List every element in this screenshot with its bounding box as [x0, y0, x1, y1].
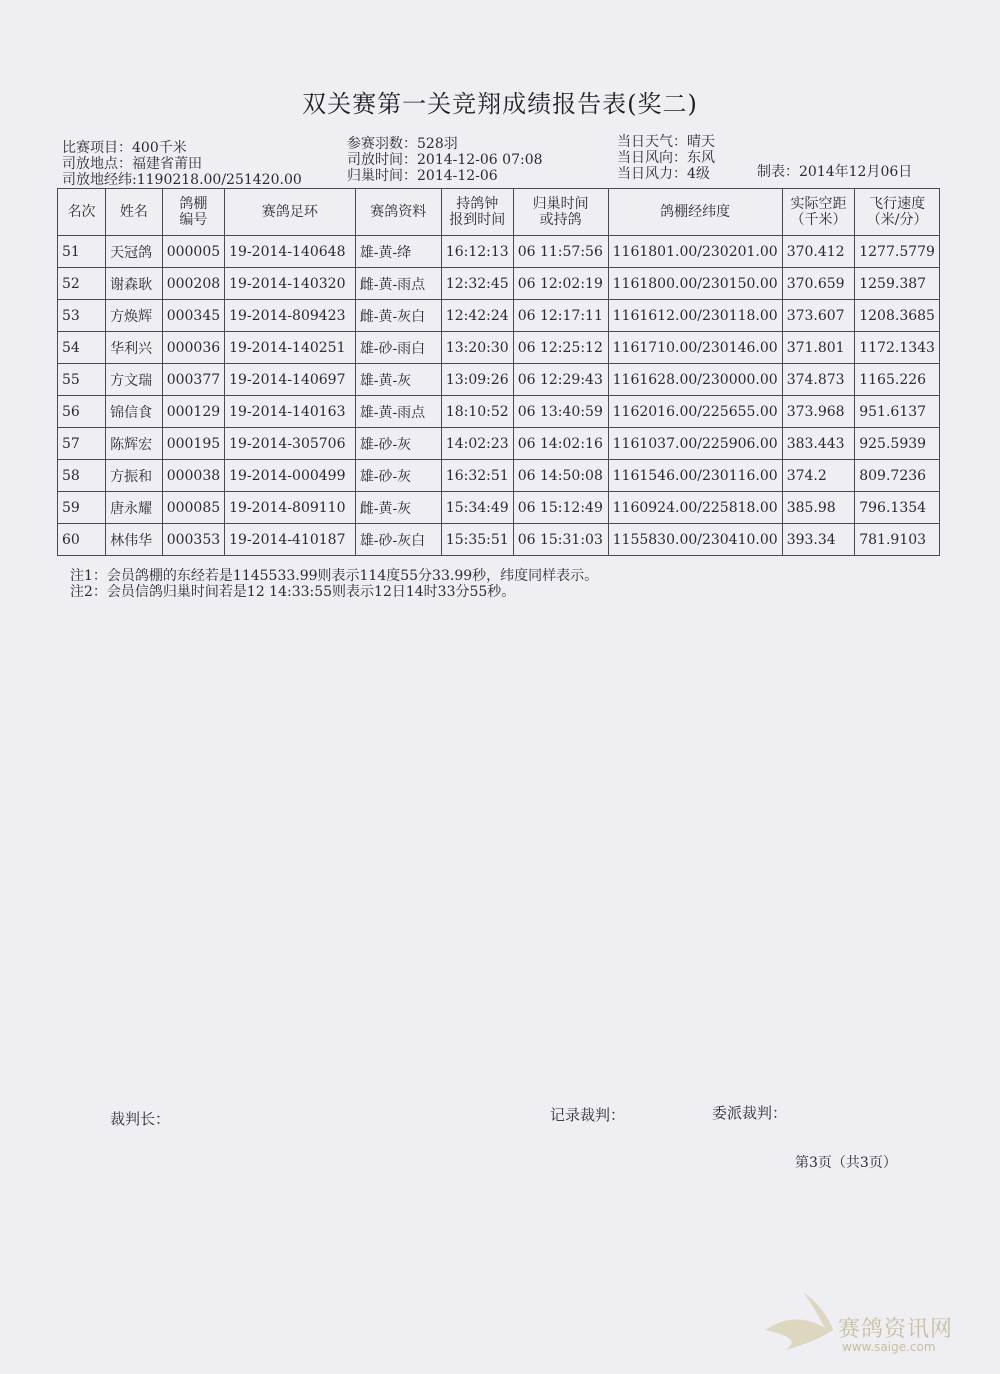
table-cell: 天冠鸽: [106, 236, 163, 268]
table-cell: 雄-黄-绛: [355, 236, 441, 268]
table-cell: 雄-砂-灰白: [355, 524, 441, 556]
table-cell: 1172.1343: [855, 332, 940, 364]
table-cell: 383.443: [782, 428, 855, 460]
table-cell: 796.1354: [855, 492, 940, 524]
table-cell: 000208: [162, 268, 224, 300]
table-cell: 1161612.00/230118.00: [608, 300, 782, 332]
table-cell: 809.7236: [855, 460, 940, 492]
info-item: 当日天气：晴天: [617, 134, 715, 150]
header-bird-info: 赛鸽资料: [355, 189, 441, 236]
table-cell: 13:09:26: [441, 364, 513, 396]
table-cell: 唐永耀: [106, 492, 163, 524]
info-column-1: [62, 140, 302, 188]
note-1: 注1：会员鸽棚的东经若是1145533.99则表示114度55分33.99秒，纬度同样表示。: [70, 568, 599, 584]
header-coordinates: 鸽棚经纬度: [608, 189, 782, 236]
table-cell: 19-2014-809423: [225, 300, 356, 332]
table-cell: 雄-黄-灰: [355, 364, 441, 396]
table-cell: 371.801: [782, 332, 855, 364]
table-cell: 781.9103: [855, 524, 940, 556]
report-title: 双关赛第一关竞翔成绩报告表(奖二): [302, 90, 698, 118]
table-row: [58, 460, 940, 492]
table-cell: 54: [58, 332, 106, 364]
table-row: [58, 396, 940, 428]
chief-referee-label: 裁判长：: [110, 1110, 171, 1128]
table-cell: 1155830.00/230410.00: [608, 524, 782, 556]
info-item: 司放时间：2014-12-06 07:08: [347, 152, 543, 168]
table-cell: 1208.3685: [855, 300, 940, 332]
table-cell: 06 11:57:56: [513, 236, 608, 268]
watermark-name: 赛鸽资讯网: [838, 1317, 954, 1342]
table-cell: 陈辉宏: [106, 428, 163, 460]
table-cell: 19-2014-140251: [225, 332, 356, 364]
table-cell: 19-2014-140648: [225, 236, 356, 268]
table-cell: 56: [58, 396, 106, 428]
table-cell: 370.412: [782, 236, 855, 268]
table-cell: 55: [58, 364, 106, 396]
table-cell: 385.98: [782, 492, 855, 524]
info-item: 比赛项目：400千米: [62, 140, 187, 156]
table-cell: 60: [58, 524, 106, 556]
table-cell: 000377: [162, 364, 224, 396]
info-column-2: [347, 136, 543, 184]
table-cell: 1160924.00/225818.00: [608, 492, 782, 524]
table-header-row: [58, 189, 940, 236]
table-cell: 374.873: [782, 364, 855, 396]
table-cell: 53: [58, 300, 106, 332]
table-cell: 000353: [162, 524, 224, 556]
note-2: 注2：会员信鸽归巢时间若是12 14:33:55则表示12日14时33分55秒。: [70, 584, 516, 600]
table-cell: 方文瑞: [106, 364, 163, 396]
table-cell: 19-2014-140320: [225, 268, 356, 300]
table-cell: 雌-黄-灰白: [355, 300, 441, 332]
table-cell: 373.968: [782, 396, 855, 428]
info-item: 当日风力：4级: [617, 166, 710, 182]
table-cell: 1161801.00/230201.00: [608, 236, 782, 268]
table-cell: 000038: [162, 460, 224, 492]
header-name: 姓名: [106, 189, 163, 236]
header-distance: 实际空距 （千米）: [782, 189, 855, 236]
info-item: 参赛羽数：528羽: [347, 136, 458, 152]
table-cell: 谢森耿: [106, 268, 163, 300]
table-cell: 000085: [162, 492, 224, 524]
table-cell: 19-2014-410187: [225, 524, 356, 556]
recorder-referee-label: 记录裁判：: [550, 1106, 626, 1124]
made-date: 制表：2014年12月06日: [757, 164, 913, 180]
info-item: 当日风向：东风: [617, 150, 715, 166]
table-cell: 华利兴: [106, 332, 163, 364]
table-cell: 951.6137: [855, 396, 940, 428]
table-cell: 15:35:51: [441, 524, 513, 556]
table-cell: 方焕辉: [106, 300, 163, 332]
table-row: [58, 236, 940, 268]
table-row: [58, 332, 940, 364]
table-cell: 19-2014-140697: [225, 364, 356, 396]
table-cell: 06 12:17:11: [513, 300, 608, 332]
info-column-3: [617, 134, 715, 182]
table-cell: 19-2014-140163: [225, 396, 356, 428]
table-cell: 1165.226: [855, 364, 940, 396]
watermark-url: www.saige.com: [842, 1340, 936, 1354]
header-ring: 赛鸽足环: [225, 189, 356, 236]
table-cell: 06 13:40:59: [513, 396, 608, 428]
header-clock-time: 持鸽钟 报到时间: [441, 189, 513, 236]
info-item: 司放地经纬:1190218.00/251420.00: [62, 172, 302, 188]
table-cell: 雄-砂-灰: [355, 460, 441, 492]
table-cell: 000195: [162, 428, 224, 460]
page-number: 第3页（共3页）: [795, 1155, 897, 1171]
table-cell: 14:02:23: [441, 428, 513, 460]
table-cell: 1161710.00/230146.00: [608, 332, 782, 364]
table-cell: 06 12:02:19: [513, 268, 608, 300]
table-cell: 51: [58, 236, 106, 268]
table-cell: 06 14:02:16: [513, 428, 608, 460]
table-cell: 370.659: [782, 268, 855, 300]
table-cell: 12:42:24: [441, 300, 513, 332]
table-cell: 59: [58, 492, 106, 524]
table-cell: 1162016.00/225655.00: [608, 396, 782, 428]
header-arrival-time: 归巢时间 或持鸽: [513, 189, 608, 236]
table-row: [58, 524, 940, 556]
table-cell: 06 14:50:08: [513, 460, 608, 492]
table-cell: 1277.5779: [855, 236, 940, 268]
table-row: [58, 364, 940, 396]
header-rank: 名次: [58, 189, 106, 236]
table-cell: 000129: [162, 396, 224, 428]
notes: [70, 568, 598, 600]
table-cell: 925.5939: [855, 428, 940, 460]
table-cell: 52: [58, 268, 106, 300]
table-cell: 58: [58, 460, 106, 492]
table-cell: 雌-黄-雨点: [355, 268, 441, 300]
table-cell: 12:32:45: [441, 268, 513, 300]
table-cell: 06 12:29:43: [513, 364, 608, 396]
table-cell: 雄-砂-雨白: [355, 332, 441, 364]
table-cell: 000345: [162, 300, 224, 332]
table-cell: 06 12:25:12: [513, 332, 608, 364]
info-item: 归巢时间：2014-12-06: [347, 168, 498, 184]
table-cell: 393.34: [782, 524, 855, 556]
table-cell: 林伟华: [106, 524, 163, 556]
table-cell: 16:12:13: [441, 236, 513, 268]
table-cell: 1161628.00/230000.00: [608, 364, 782, 396]
table-cell: 13:20:30: [441, 332, 513, 364]
table-cell: 1161037.00/225906.00: [608, 428, 782, 460]
table-cell: 06 15:31:03: [513, 524, 608, 556]
info-item: 司放地点：福建省莆田: [62, 156, 202, 172]
table-cell: 000005: [162, 236, 224, 268]
table-cell: 1161800.00/230150.00: [608, 268, 782, 300]
table-cell: 16:32:51: [441, 460, 513, 492]
table-cell: 000036: [162, 332, 224, 364]
table-cell: 373.607: [782, 300, 855, 332]
table-cell: 18:10:52: [441, 396, 513, 428]
table-cell: 374.2: [782, 460, 855, 492]
table-cell: 锦信食: [106, 396, 163, 428]
table-row: [58, 492, 940, 524]
table-cell: 雌-黄-灰: [355, 492, 441, 524]
table-cell: 雄-砂-灰: [355, 428, 441, 460]
delegate-referee-label: 委派裁判：: [712, 1104, 788, 1122]
table-row: [58, 428, 940, 460]
table-row: [58, 268, 940, 300]
table-cell: 06 15:12:49: [513, 492, 608, 524]
table-row: [58, 300, 940, 332]
table-cell: 19-2014-305706: [225, 428, 356, 460]
table-cell: 1259.387: [855, 268, 940, 300]
table-cell: 方振和: [106, 460, 163, 492]
table-cell: 19-2014-809110: [225, 492, 356, 524]
table-cell: 雄-黄-雨点: [355, 396, 441, 428]
header-speed: 飞行速度 （米/分）: [855, 189, 940, 236]
table-cell: 15:34:49: [441, 492, 513, 524]
table-cell: 19-2014-000499: [225, 460, 356, 492]
results-table: [57, 188, 940, 556]
header-loft-id: 鸽棚 编号: [162, 189, 224, 236]
table-cell: 57: [58, 428, 106, 460]
table-cell: 1161546.00/230116.00: [608, 460, 782, 492]
